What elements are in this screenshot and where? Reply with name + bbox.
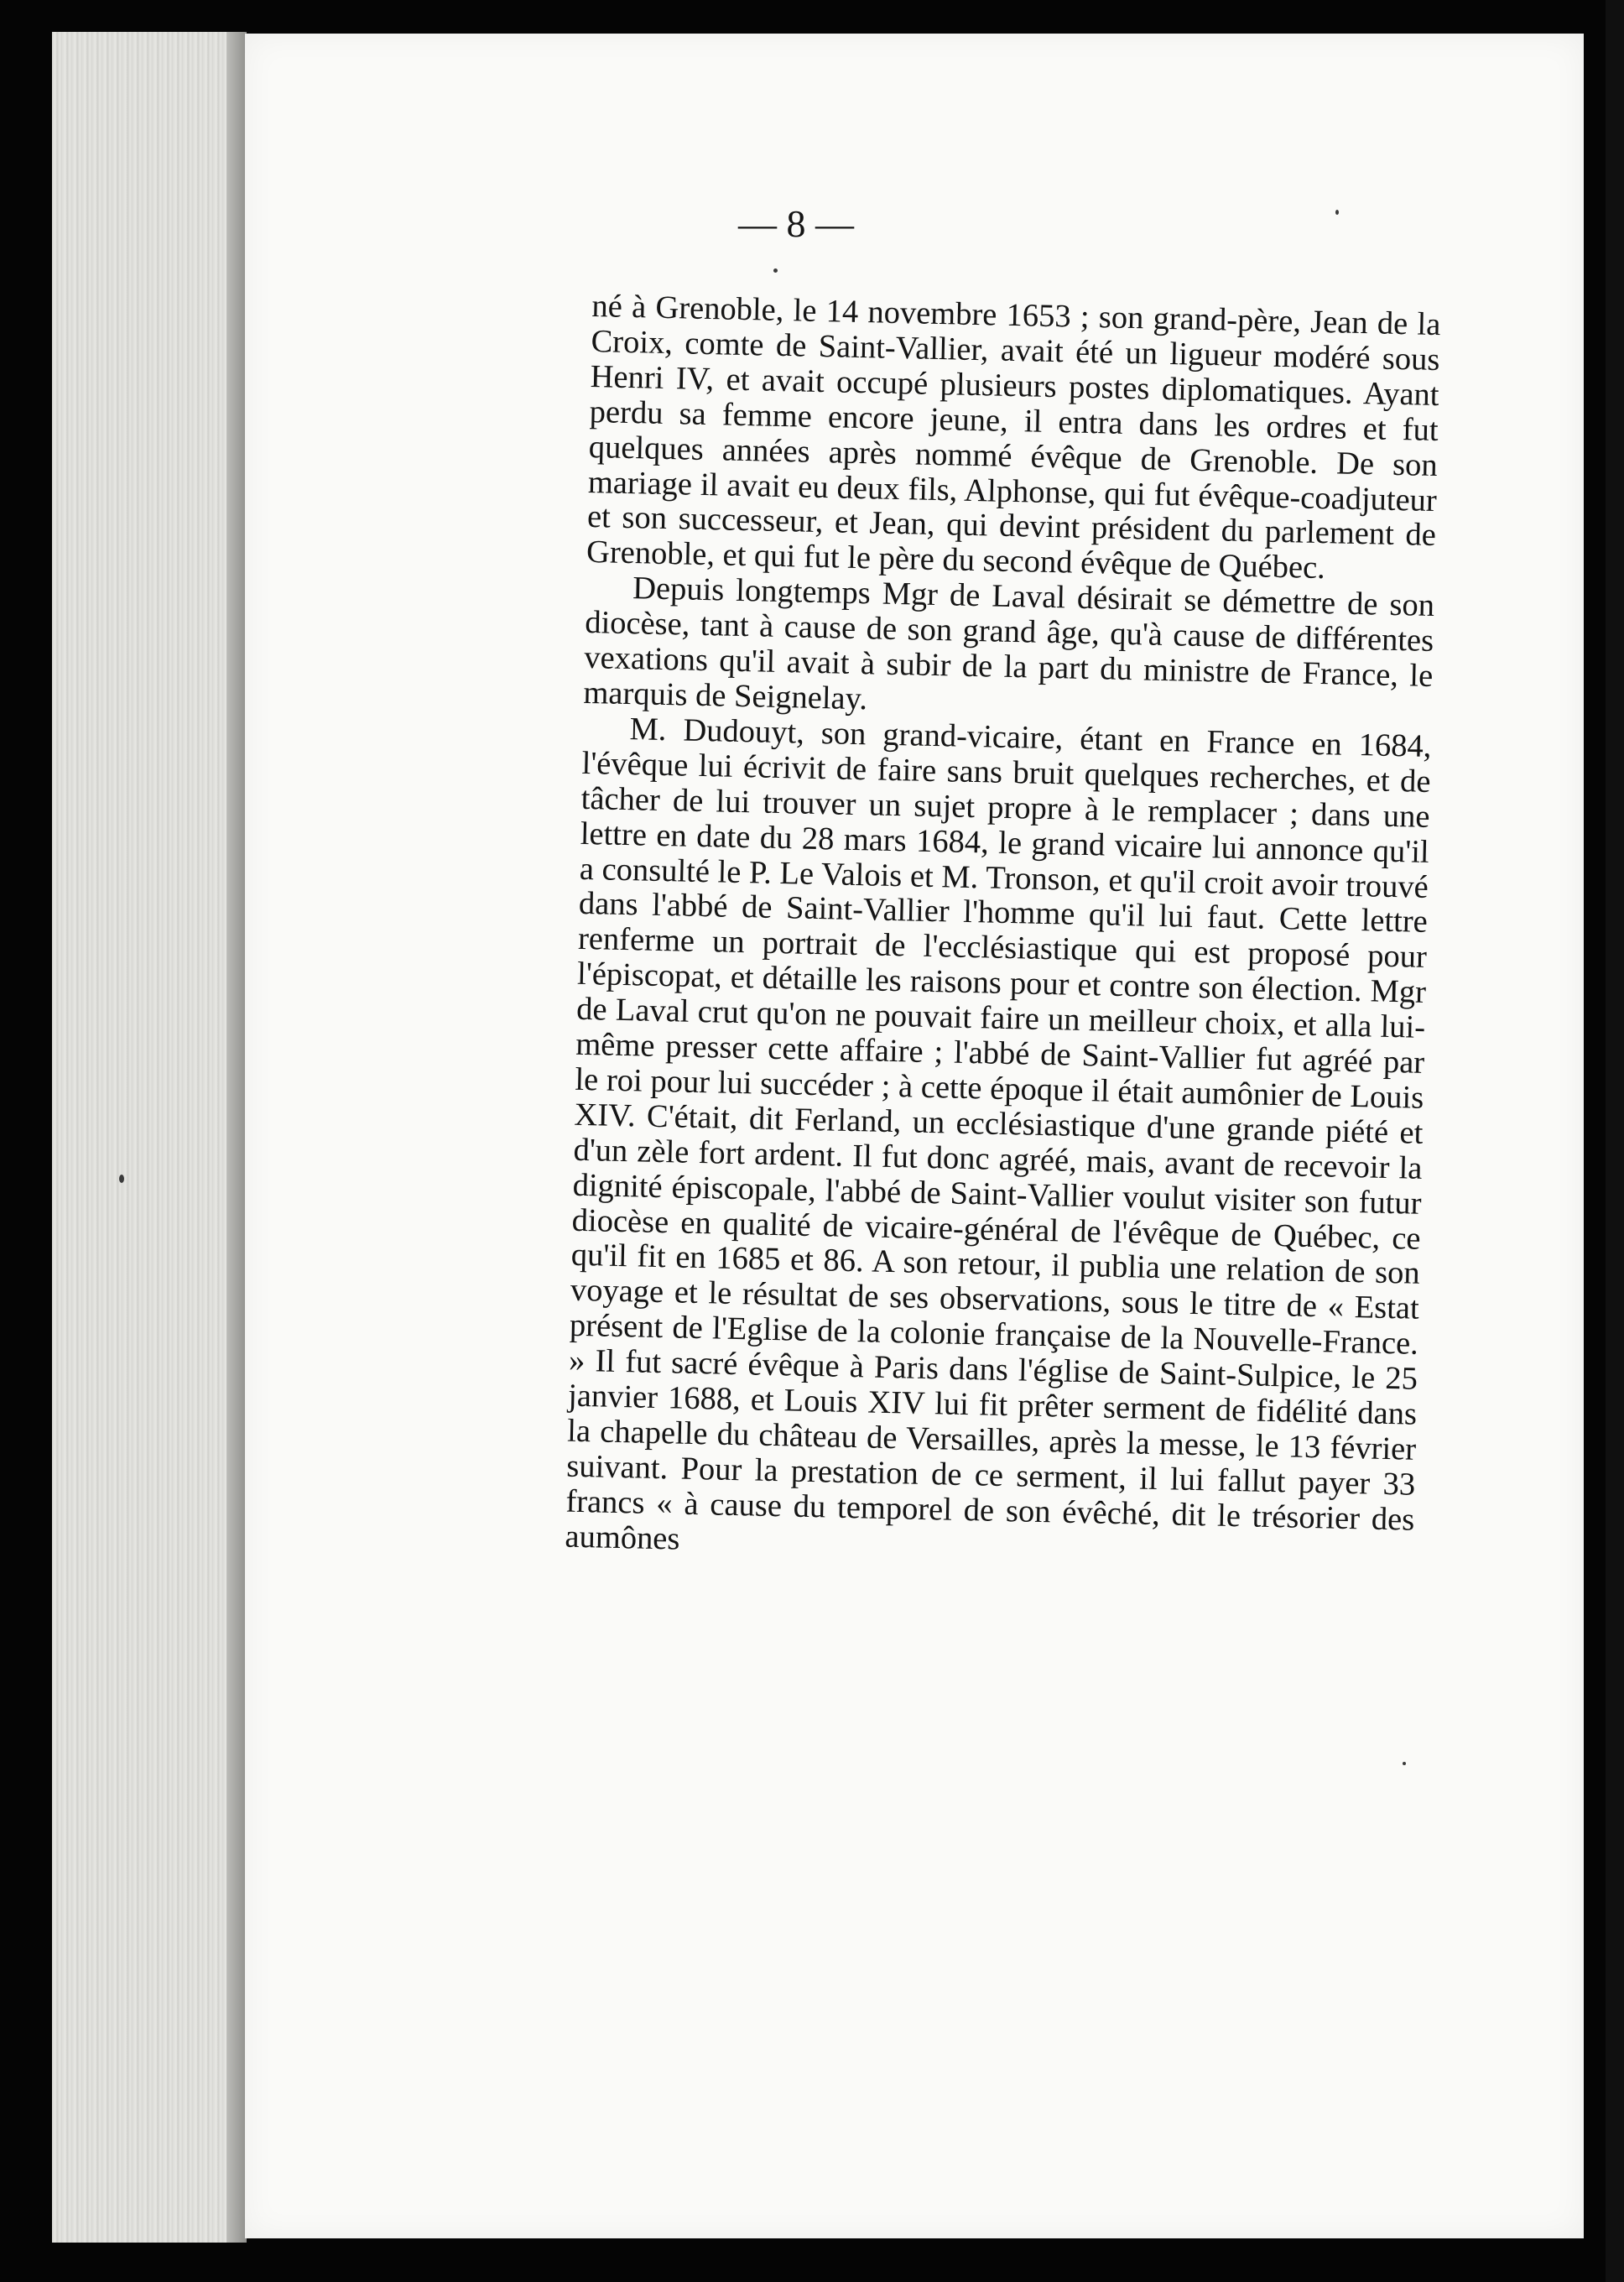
dust-speck — [119, 1175, 124, 1183]
dust-speck — [1335, 210, 1339, 215]
paragraph-2: Depuis longtemps Mgr de Laval désirait se démettre de son diocèse, tant à cause de son grand âge, qu'à cause de différentes vexations qu'il avait à subir de la part du ministre de France, le marquis de Seignelay. — [583, 570, 1435, 717]
page-edge-shadow — [226, 32, 247, 2243]
paragraph-3: M. Dudouyt, son grand-vicaire, étant en France en 1684, l'évêque lui écrivit de faire sans bruit quelques recherches, et de tâcher de lui trouver un sujet propre à le remplacer ; dans une lettre en date du 28 mars 1684, le grand vicaire lui annonce qu'il a consulté le P. Le Valois et M. Tronson, et qu'il croit avoir trouvé dans l'abbé de Saint-Vallier l'homme qu'il lui faut. Cette lettre renferme un portrait de l'ecclésiastique qui est proposé pour l'épiscopat, et détaille les raisons pour et contre son élection. Mgr de Laval crut qu'on ne pouvait faire un meilleur choix, et alla lui-même presser cette affaire ; l'abbé de Saint-Vallier fut agréé par le roi pour lui succéder ; à cette époque il était aumônier de Louis XIV. C'était, dit Ferland, un ecclésiastique d'une grande piété et d'un zèle fort ardent. Il fut donc agréé, mais, avant de recevoir la dignité épiscopale, l'abbé de Saint-Vallier voulut visiter son futur diocèse en qualité de vicaire-général de l'évêque de Québec, ce qu'il fit en 1685 et 86. A son retour, il publia une relation de son voyage et le résultat de ses observations, sous le titre de « Estat présent de l'Eglise de la colonie française de la Nouvelle-France. » Il fut sacré évêque à Paris dans l'église de Saint-Sulpice, le 25 janvier 1688, et Louis XIV lui fit prêter serment de fidélité dans la chapelle du château de Versailles, après la messe, le 13 février suivant. Pour la prestation de ce serment, il lui fallut payer 33 francs « à cause du temporel de son évêché, dit le trésorier des aumônes — [565, 711, 1432, 1557]
dust-speck — [1403, 1762, 1406, 1765]
body-text — [565, 289, 1441, 1573]
paragraph-1: né à Grenoble, le 14 novembre 1653 ; son grand-père, Jean de la Croix, comte de Saint-Vallier, avait été un ligueur modéré sous Henri IV, et avait occupé plusieurs postes diplomatiques. Ayant perdu sa femme encore jeune, il entra dans les ordres et fut quelques années après nommé évêque de Grenoble. De son mariage il avait eu deux fils, Alphonse, qui fut évêque-coadjuteur et son successeur, et Jean, qui devint président du parlement de Grenoble, et qui fut le père du second évêque de Québec. — [586, 289, 1441, 586]
dust-speck — [773, 268, 778, 273]
page-number: — 8 — — [738, 202, 854, 245]
book-page-edges — [52, 32, 247, 2243]
scan-border — [1606, 0, 1624, 2282]
